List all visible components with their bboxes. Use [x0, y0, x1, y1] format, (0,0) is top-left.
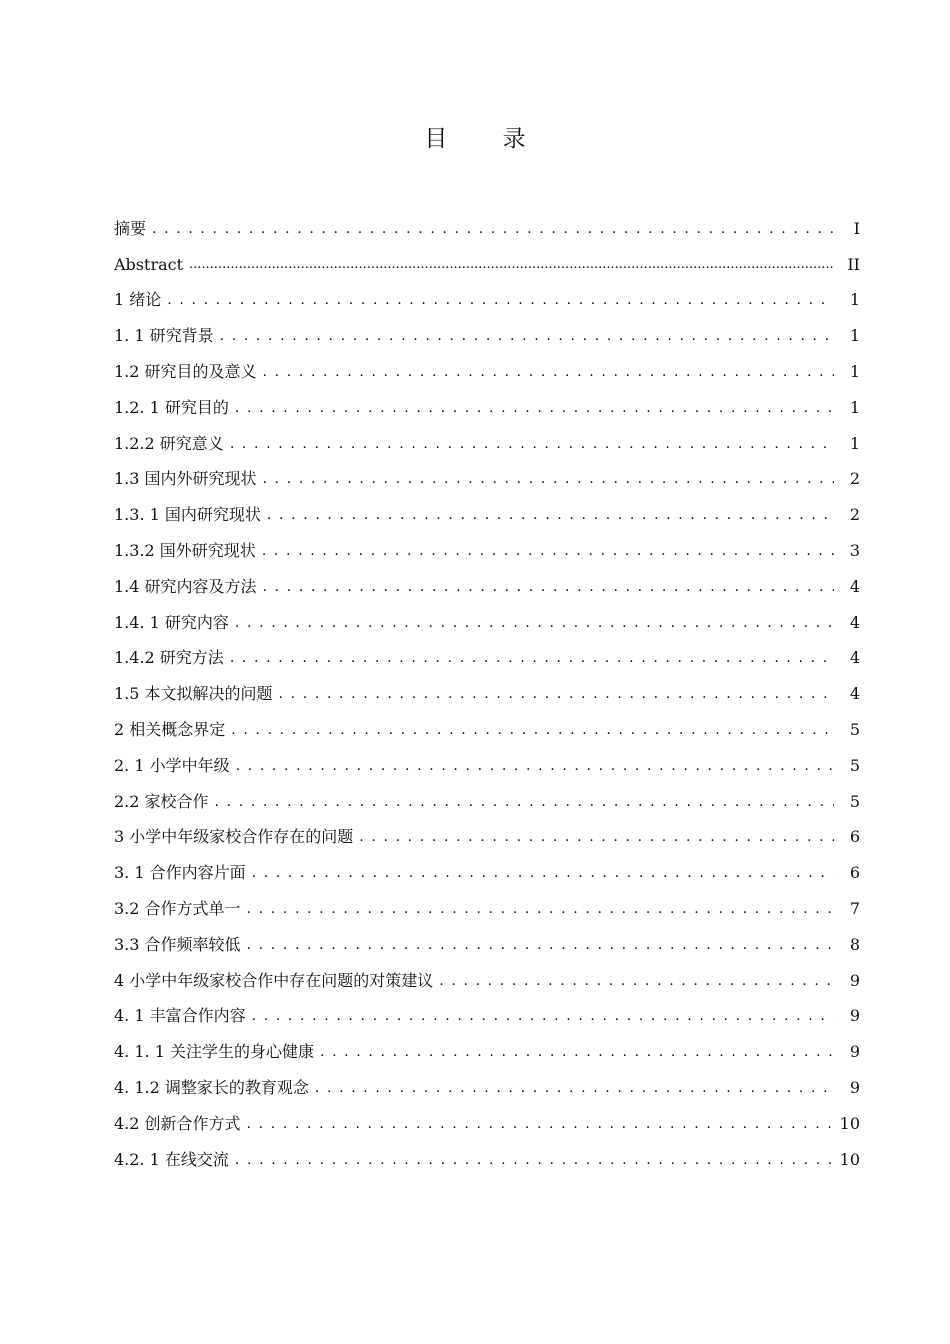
toc-dot-leader	[235, 401, 834, 417]
toc-dot-leader	[263, 365, 834, 381]
toc-entry-label: 1.3.2 国外研究现状	[114, 541, 256, 561]
toc-entry-page-number: 8	[849, 934, 860, 954]
toc-dot-leader	[235, 1153, 832, 1169]
toc-entry-page-number: 1	[849, 397, 860, 417]
toc-entry-page-number: 3	[849, 541, 860, 561]
toc-entry-label: 1. 1 研究背景	[114, 326, 214, 346]
toc-dot-leader	[236, 759, 834, 775]
toc-entry-page-number: 5	[849, 791, 860, 811]
toc-entry[interactable]	[114, 712, 860, 748]
toc-dot-leader	[235, 616, 834, 632]
toc-dot-leader	[359, 830, 834, 846]
toc-dot-leader	[279, 687, 834, 703]
toc-entry[interactable]	[114, 999, 860, 1035]
toc-entry[interactable]	[114, 641, 860, 677]
toc-entry[interactable]	[114, 1106, 860, 1142]
toc-entry-label: 4.2 创新合作方式	[114, 1113, 241, 1133]
toc-entry-label: 1.4 研究内容及方法	[114, 576, 257, 596]
toc-entry-label: 2.2 家校合作	[114, 791, 209, 811]
toc-entry-page-number: 4	[849, 648, 860, 668]
toc-dot-leader	[247, 902, 834, 918]
toc-entry-page-number: II	[847, 254, 860, 274]
toc-entry-page-number: 2	[849, 505, 860, 525]
toc-entry[interactable]	[114, 569, 860, 605]
toc-entry[interactable]	[114, 390, 860, 426]
toc-entry-page-number: 4	[849, 612, 860, 632]
toc-entry-label: 1 绪论	[114, 290, 162, 310]
toc-dot-leader	[267, 508, 834, 524]
toc-dot-leader	[439, 974, 834, 990]
toc-entry-page-number: 4	[849, 684, 860, 704]
toc-entry-label: 3. 1 合作内容片面	[114, 863, 246, 883]
toc-entry-label: 4.2. 1 在线交流	[114, 1149, 229, 1169]
toc-dot-leader	[263, 580, 834, 596]
toc-entry[interactable]	[114, 1034, 860, 1070]
toc-entry-label: 1.4. 1 研究内容	[114, 612, 229, 632]
toc-dot-leader	[189, 258, 834, 274]
toc-entry[interactable]	[114, 462, 860, 498]
page-title: 目 录	[424, 126, 550, 152]
toc-entry-label: 1.5 本文拟解决的问题	[114, 684, 273, 704]
toc-entry-page-number: I	[853, 218, 860, 238]
toc-entry[interactable]	[114, 1142, 860, 1178]
toc-entry-label: 4. 1 丰富合作内容	[114, 1006, 246, 1026]
toc-entry[interactable]	[114, 676, 860, 712]
toc-entry[interactable]	[114, 963, 860, 999]
toc-entry-page-number: 4	[849, 576, 860, 596]
toc-entry-page-number: 7	[849, 899, 860, 919]
toc-dot-leader	[167, 293, 834, 309]
toc-dot-leader	[252, 866, 834, 882]
toc-entry-page-number: 10	[839, 1113, 860, 1133]
toc-entry[interactable]	[114, 784, 860, 820]
toc-entry[interactable]	[114, 211, 860, 247]
toc-entry-page-number: 2	[849, 469, 860, 489]
toc-dot-leader	[247, 938, 834, 954]
toc-entry-label: 3 小学中年级家校合作存在的问题	[114, 827, 354, 847]
toc-dot-leader	[320, 1045, 834, 1061]
toc-entry[interactable]	[114, 891, 860, 927]
toc-entry[interactable]	[114, 855, 860, 891]
toc-entry-label: 1.4.2 研究方法	[114, 648, 224, 668]
toc-entry[interactable]	[114, 283, 860, 319]
toc-entry[interactable]	[114, 748, 860, 784]
toc-dot-leader	[152, 222, 834, 238]
toc-entry-label: 4 小学中年级家校合作中存在问题的对策建议	[114, 970, 434, 990]
toc-entry[interactable]	[114, 1070, 860, 1106]
toc-entry-label: 2 相关概念界定	[114, 720, 226, 740]
toc-entry[interactable]	[114, 318, 860, 354]
toc-entry-page-number: 1	[849, 290, 860, 310]
toc-entry-label: 1.2 研究目的及意义	[114, 362, 257, 382]
toc-entry-page-number: 5	[849, 755, 860, 775]
toc-entry-page-number: 9	[849, 970, 860, 990]
toc-entry-page-number: 6	[849, 827, 860, 847]
toc-dot-leader	[215, 795, 834, 811]
toc-entry[interactable]	[114, 497, 860, 533]
toc-entry-label: Abstract	[114, 254, 184, 274]
table-of-contents	[114, 211, 860, 1178]
toc-entry[interactable]	[114, 605, 860, 641]
toc-dot-leader	[230, 437, 834, 453]
toc-dot-leader	[252, 1009, 834, 1025]
toc-entry[interactable]	[114, 426, 860, 462]
toc-entry-page-number: 1	[849, 326, 860, 346]
toc-entry[interactable]	[114, 354, 860, 390]
toc-dot-leader	[220, 329, 834, 345]
toc-dot-leader	[231, 723, 834, 739]
toc-entry-label: 1.2.2 研究意义	[114, 433, 224, 453]
toc-entry-page-number: 1	[849, 433, 860, 453]
toc-entry-label: 4. 1.2 调整家长的教育观念	[114, 1078, 309, 1098]
toc-entry-page-number: 1	[849, 362, 860, 382]
toc-entry-page-number: 5	[849, 720, 860, 740]
toc-dot-leader	[230, 651, 834, 667]
toc-entry-page-number: 10	[839, 1149, 860, 1169]
toc-entry[interactable]	[114, 247, 860, 283]
toc-dot-leader	[263, 472, 834, 488]
toc-dot-leader	[262, 544, 834, 560]
toc-entry-page-number: 9	[849, 1006, 860, 1026]
toc-entry-label: 2. 1 小学中年级	[114, 755, 230, 775]
toc-entry-page-number: 6	[849, 863, 860, 883]
toc-entry-label: 4. 1. 1 关注学生的身心健康	[114, 1042, 314, 1062]
toc-entry-page-number: 9	[849, 1042, 860, 1062]
toc-entry-label: 3.3 合作频率较低	[114, 934, 241, 954]
toc-dot-leader	[247, 1117, 832, 1133]
toc-entry-label: 摘要	[114, 218, 147, 238]
toc-entry[interactable]	[114, 927, 860, 963]
toc-entry-label: 3.2 合作方式单一	[114, 899, 241, 919]
toc-entry[interactable]	[114, 533, 860, 569]
toc-entry-label: 1.2. 1 研究目的	[114, 397, 229, 417]
toc-entry-label: 1.3 国内外研究现状	[114, 469, 257, 489]
toc-entry-page-number: 9	[849, 1078, 860, 1098]
toc-entry-label: 1.3. 1 国内研究现状	[114, 505, 261, 525]
toc-entry[interactable]	[114, 820, 860, 856]
toc-dot-leader	[315, 1081, 834, 1097]
